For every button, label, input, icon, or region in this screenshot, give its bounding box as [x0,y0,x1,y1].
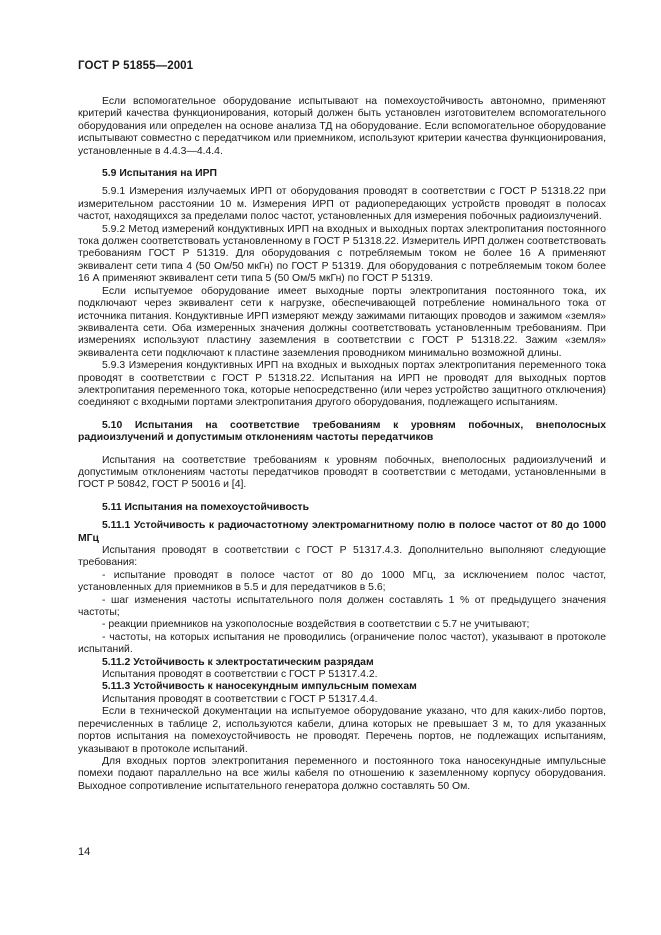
list-item: - частоты, на которых испытания не проводились (ограничение полос частот), указывают в протоколе испытаний. [78,631,606,656]
paragraph: 5.9.1 Измерения излучаемых ИРП от оборудования проводят в соответствии с ГОСТ Р 51318.22 при измерительном расстоянии 10 м. Измерения ИРП от радиопередающих устройств проводят в полосах частот, находящихся за пределами полос частот, установленных для измерения побочных радиоизлучений. [78,186,606,223]
section-heading: 5.11 Испытания на помехоустойчивость [102,501,310,513]
list-item: - реакции приемников на узкополосные воздействия в соответствии с 5.7 не учитывают; [102,619,530,631]
subsection-heading: 5.11.1 Устойчивость к радиочастотному электромагнитному полю в полосе частот от 80 до 1000 МГц [78,520,606,544]
list-item: - шаг изменения частоты испытательного поля должен составлять 1 % от предыдущего значения частоты; [78,594,606,619]
paragraph: Испытания на соответствие требованиям к уровням побочных, внеполосных радиоизлучений и допустимым отклонениям частоты передатчиков проводят в соответствии с методами, установленными в ГОСТ Р 50842, ГОСТ Р 50016 и [4]. [78,454,606,491]
paragraph: Для входных портов электропитания переменного и постоянного тока наносекундные импульсные помехи подают параллельно на все жилы кабеля по отношению к заземленному корпусу оборудования. Выходное сопротивление испытательного генератора должно составлять 50 Ом. [78,755,606,792]
document-body [78,96,606,793]
paragraph: Если вспомогательное оборудование испытывают на помехоустойчивость автономно, применяют критерий качества функционирования, который должен быть установлен изготовителем вспомогательного оборудования или определен на основе анализа ТД на оборудование. Если вспомогательное оборудование испытывают совместно с передатчиком или приемником, используют критерии качества функционирования, установленные в 4.4.3—4.4.4. [78,96,606,157]
paragraph: Испытания проводят в соответствии с ГОСТ Р 51317.4.2. [102,669,378,681]
section-heading: 5.9 Испытания на ИРП [102,168,218,180]
paragraph: 5.9.2 Метод измерений кондуктивных ИРП на входных и выходных портах электропитания постоянного тока должен соответствовать установленному в ГОСТ Р 51318.22. Измеритель ИРП должен соответствовать требованиям ГОСТ Р 51319. Для оборудования с потребляемым током не более 16 А применяют эквивалент сети типа 4 (50 Ом/50 мкГн) по ГОСТ Р 51319. Для оборудования с потребляемым током более 16 А применяют эквивалент сети типа 5 (50 Ом/5 мкГн) по ГОСТ Р 51319. [78,223,606,285]
section-heading: 5.10 Испытания на соответствие требованиям к уровням побочных, внеполосных радиоизлучений и допустимым отклонениям частоты передатчиков [78,419,606,444]
subsection-heading: 5.11.3 Устойчивость к наносекундным импульсным помехам [102,681,417,693]
paragraph: Если испытуемое оборудование имеет выходные порты электропитания постоянного тока, их подключают через эквивалент сети к нагрузке, обеспечивающей потребление номинального тока от источника питания. Кондуктивные ИРП измеряют между зажимами питающих проводов и зажимом «земля» эквивалента сети. Оба измеренных значения должны соответствовать установленным требованиям. При измерениях используют пластину заземления в соответствии с ГОСТ Р 51318.22. Зажим «земля» эквивалента сети подключают к пластине заземления проводником минимально возможной длины. [78,285,606,359]
list-item: - испытание проводят в полосе частот от 80 до 1000 МГц, за исключением полос частот, установленных для приемников в 5.5 и для передатчиков в 5.6; [78,569,606,594]
paragraph: Испытания проводят в соответствии с ГОСТ Р 51317.4.3. Дополнительно выполняют следующие требования: [78,545,606,569]
document-header: ГОСТ Р 51855—2001 [78,60,194,72]
paragraph: Если в технической документации на испытуемое оборудование указано, что для каких-либо портов, перечисленных в таблице 2, используются кабели, длина которых не превышает 3 м, то для указанных портов испытания на помехоустойчивость не проводят. Перечень портов, не подлежащих испытаниям, указывают в протоколе испытаний. [78,706,606,755]
page-number: 14 [78,846,91,858]
paragraph: Испытания проводят в соответствии с ГОСТ Р 51317.4.4. [102,693,378,705]
subsection-heading: 5.11.2 Устойчивость к электростатическим разрядам [102,656,374,668]
paragraph: 5.9.3 Измерения кондуктивных ИРП на входных и выходных портах электропитания переменного тока проводят в соответствии с ГОСТ Р 51318.22. Испытания на ИРП не проводят для выходных портов электропитания переменного тока, которые непосредственно (или через устройство защитного отключения) соединяют с входными портами электропитания другого оборудования, подлежащего испытаниям. [78,360,606,409]
